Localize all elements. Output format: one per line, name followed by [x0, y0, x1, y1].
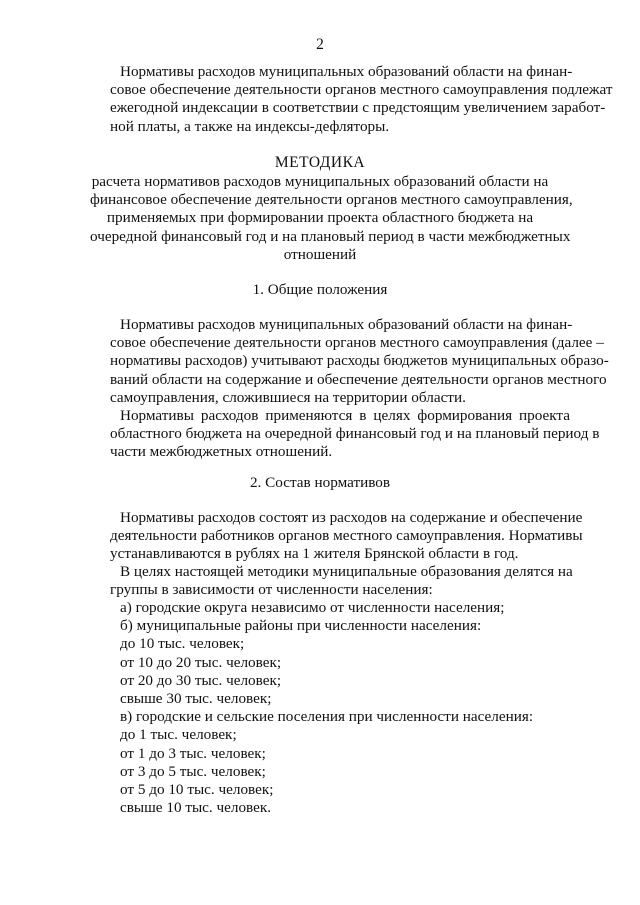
text-line: нормативы расходов) учитывают расходы бюджетов муниципальных образо-: [110, 352, 609, 370]
list-item: от 3 до 5 тыс. человек;: [120, 762, 266, 780]
text-line: областного бюджета на очередной финансовый год и на плановый период в: [110, 425, 600, 443]
section1-paragraph2: [110, 407, 600, 462]
text-line: группы в зависимости от численности населения:: [110, 581, 433, 599]
text-line: ежегодной индексации в соответствии с предстоящим увеличением заработ-: [110, 99, 606, 117]
text-line: деятельности работников органов местного самоуправления. Нормативы: [110, 527, 583, 545]
list-item: от 20 до 30 тыс. человек;: [120, 671, 282, 689]
text-line: части межбюджетных отношений.: [110, 443, 333, 461]
list-item: б) муниципальные районы при численности населения:: [120, 617, 482, 635]
text-line: совое обеспечение деятельности органов местного самоуправления подлежат: [110, 81, 613, 99]
text-line: В целях настоящей методики муниципальные образования делятся на: [120, 563, 573, 580]
text-line: Нормативы расходов состоят из расходов на содержание и обеспечение: [120, 509, 583, 526]
text-line: Нормативы расходов муниципальных образований области на финан-: [120, 63, 573, 80]
subtitle-line: применяемых при формировании проекта областного бюджета на: [106, 209, 534, 227]
section-heading-general: 1. Общие положения: [252, 281, 388, 298]
list-item: в) городские и сельские поселения при численности населения:: [120, 708, 534, 726]
text-line: самоуправления, сложившиеся на территории области.: [110, 388, 466, 406]
text-line: устанавливаются в рублях на 1 жителя Брянской области в год.: [110, 545, 519, 563]
subtitle-line: очередной финансовый год и на плановый период в части межбюджетных: [90, 227, 571, 245]
subtitle-line: расчета нормативов расходов муниципальных образований области на: [91, 173, 549, 190]
section2-paragraph1: [110, 509, 583, 564]
section-heading-composition: 2. Состав нормативов: [249, 474, 391, 491]
section1-paragraph1: [110, 316, 609, 407]
list-item: свыше 10 тыс. человек.: [120, 799, 272, 817]
list-item: свыше 30 тыс. человек;: [120, 689, 272, 707]
list-item: от 10 до 20 тыс. человек;: [120, 653, 282, 671]
text-line: Нормативы расходов применяются в целях формирования проекта: [120, 407, 570, 424]
intro-paragraph: [110, 63, 613, 136]
methodology-subtitle: [90, 173, 573, 264]
list-item: от 5 до 10 тыс. человек;: [120, 780, 274, 798]
list-item: до 10 тыс. человек;: [120, 635, 245, 653]
text-line: совое обеспечение деятельности органов местного самоуправления (далее –: [110, 334, 604, 352]
methodology-title: МЕТОДИКА: [274, 154, 366, 171]
subtitle-line: отношений: [283, 245, 357, 263]
subtitle-line: финансовое обеспечение деятельности органов местного самоуправления,: [90, 191, 573, 209]
page-number: 2: [316, 36, 324, 53]
text-line: ваний области на содержание и обеспечение деятельности органов местного: [110, 370, 607, 388]
section2-paragraph2: [110, 563, 573, 599]
population-groups-list: [110, 599, 570, 817]
list-item: от 1 до 3 тыс. человек;: [120, 744, 266, 762]
list-item: а) городские округа независимо от численности населения;: [120, 599, 505, 616]
text-line: ной платы, а также на индексы-дефляторы.: [110, 117, 390, 135]
text-line: Нормативы расходов муниципальных образований области на финан-: [120, 316, 573, 333]
list-item: до 1 тыс. человек;: [120, 726, 237, 744]
